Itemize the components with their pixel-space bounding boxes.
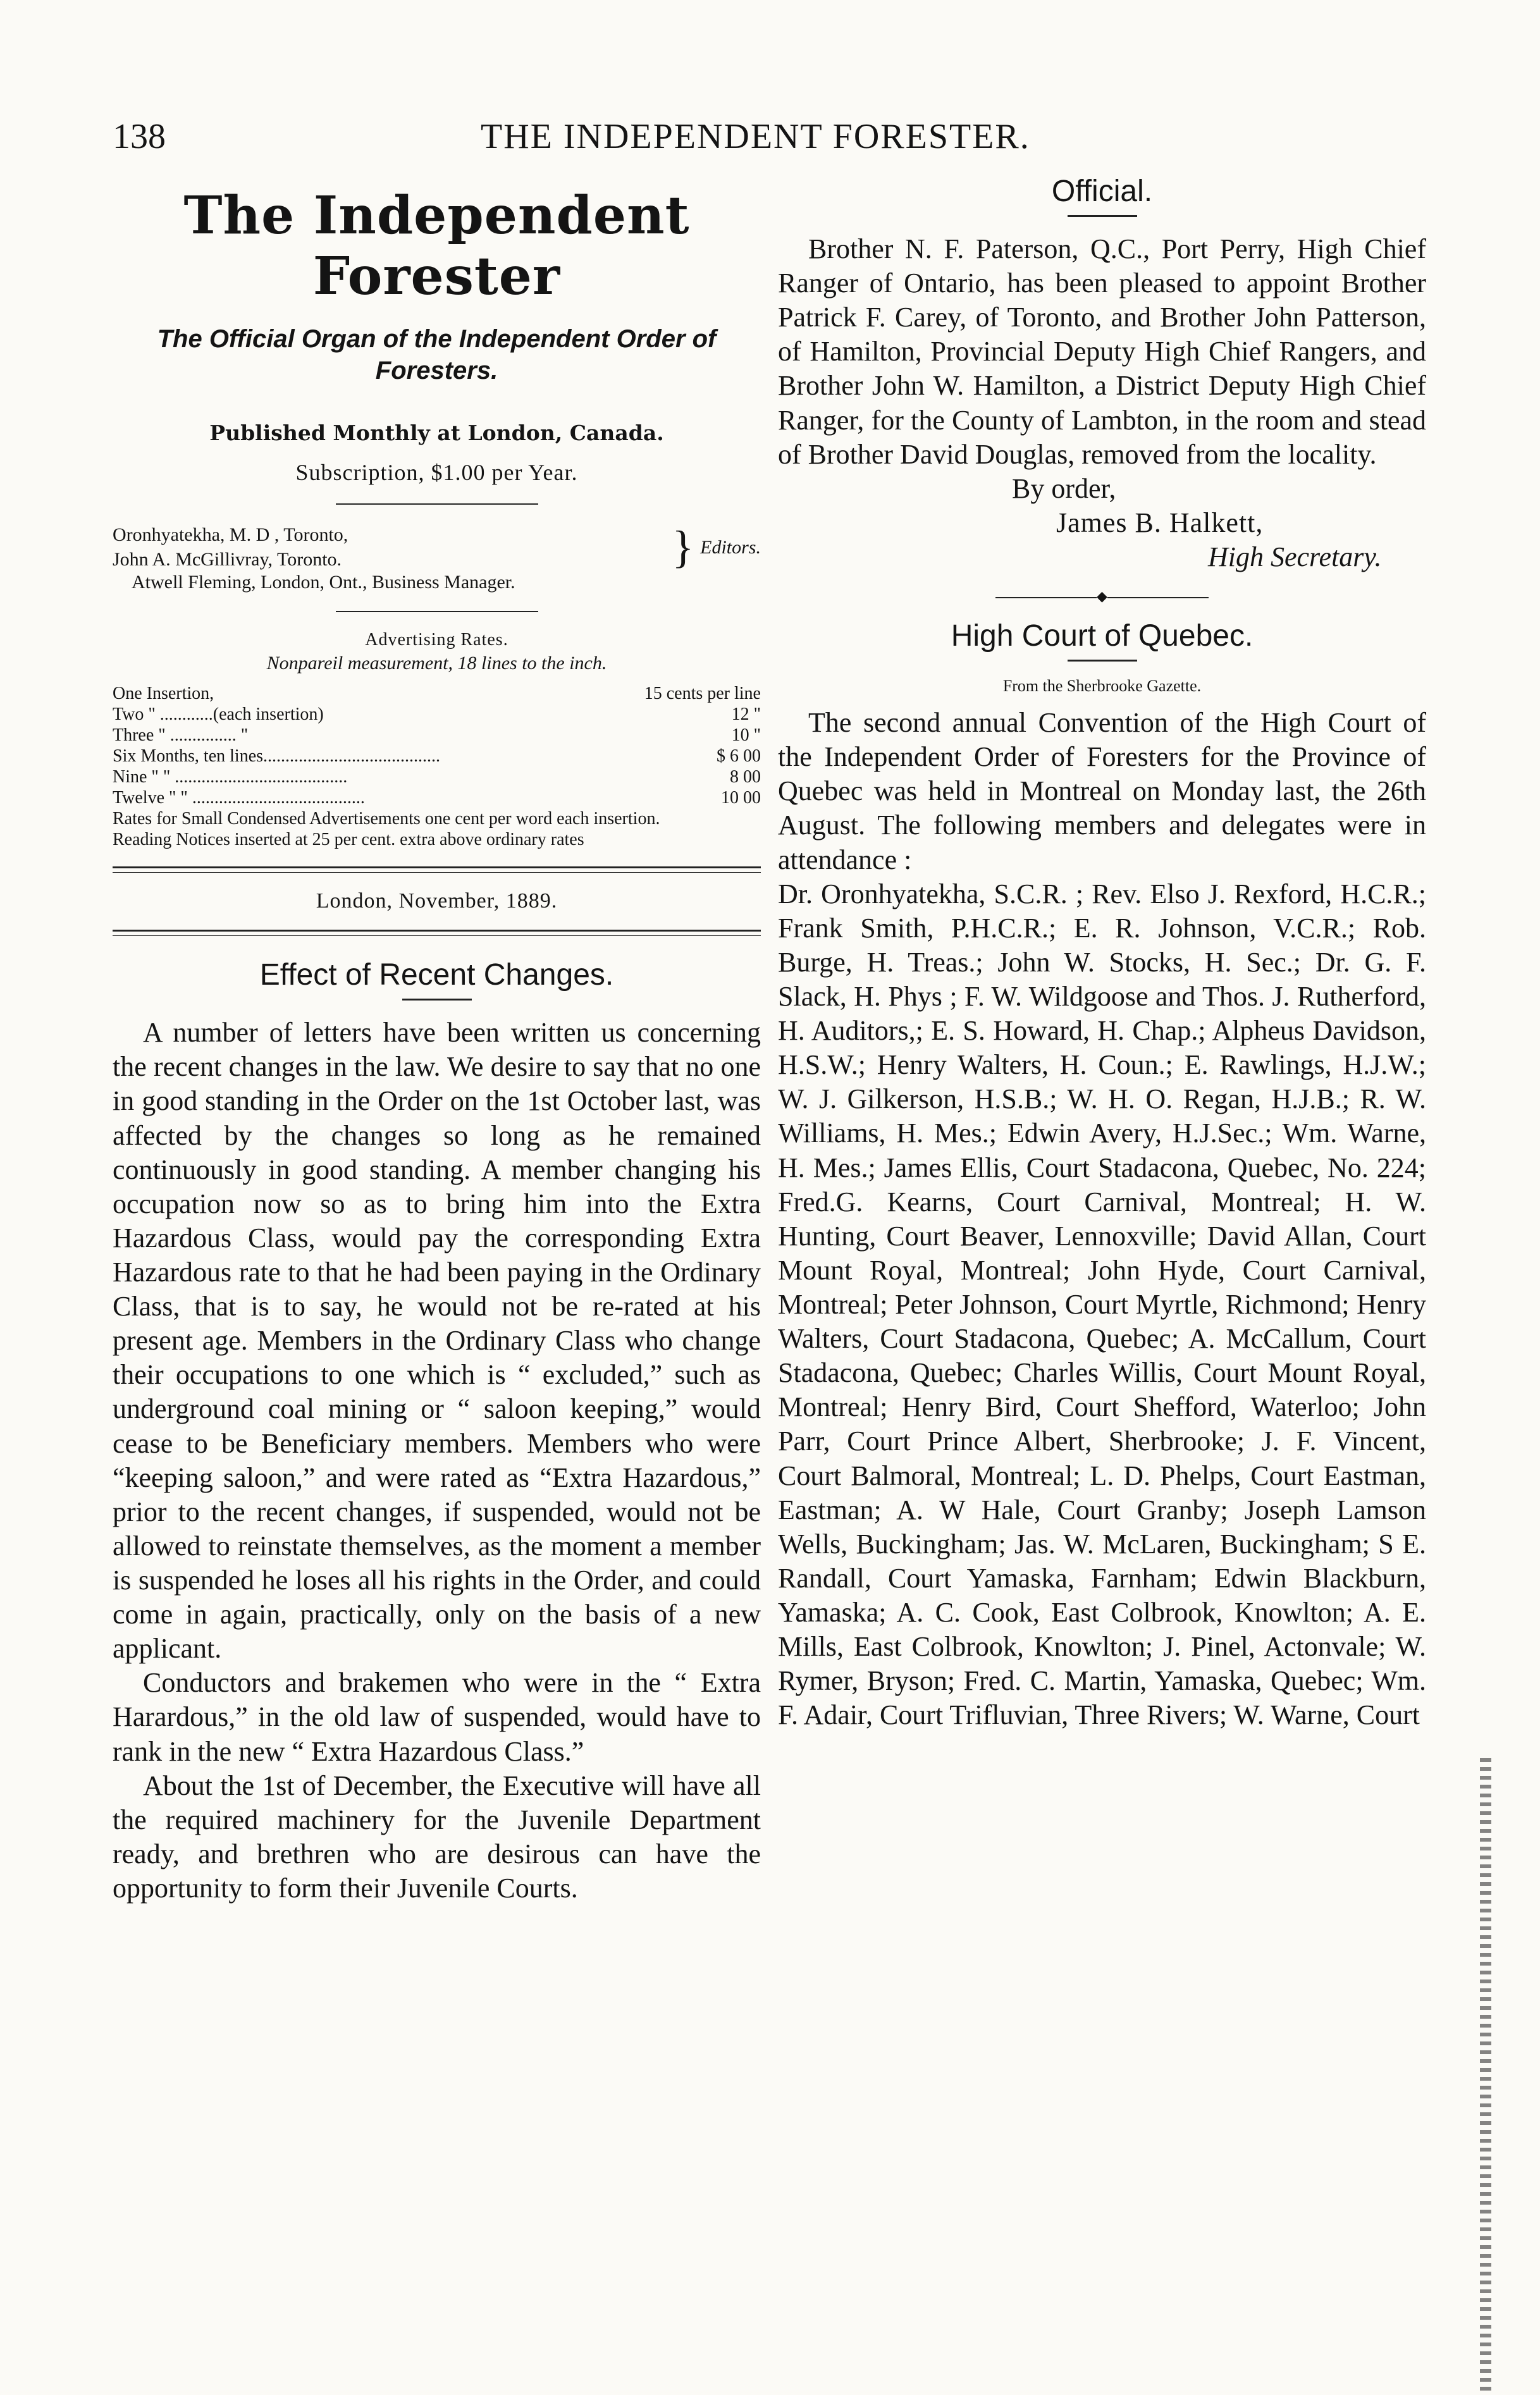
right-column bbox=[778, 174, 1426, 1732]
left-column bbox=[113, 174, 761, 1906]
by-order: By order, bbox=[1012, 472, 1116, 504]
paragraph: Brother N. F. Paterson, Q.C., Port Perry, High Chief Ranger of Ontario, has been pleased to appoint Brother Patrick F. Carey, of Toronto, and Brother John Patterson, of Hamilton, Provincial Deputy High Chief Rangers, and Brother John W. Hamilton, a District Deputy High Chief Ranger, for the County of Lambton, in the room and stead of Brother David Douglas, removed from the locality. bbox=[778, 233, 1426, 470]
rate-price: $ 6 00 bbox=[717, 746, 761, 767]
divider bbox=[113, 866, 761, 873]
rate-label: Twelve " " ....................................... bbox=[113, 788, 365, 808]
subscription-line: Subscription, $1.00 per Year. bbox=[295, 460, 578, 485]
masthead-organ: The Official Organ of the Independent Order of Foresters. bbox=[157, 325, 717, 385]
rate-row bbox=[113, 787, 761, 808]
rates-note: Reading Notices inserted at 25 per cent. extra above ordinary rates bbox=[113, 830, 584, 850]
advertising-title: Advertising Rates. bbox=[365, 630, 508, 650]
official-article bbox=[778, 232, 1426, 472]
signer-name: James B. Halkett, bbox=[1056, 507, 1264, 538]
paragraph: The second annual Convention of the High Court of the Independent Order of Foresters for the Province of Quebec was held in Montreal on Monday last, the 26th August. The following members and delegates were in attendance : bbox=[778, 707, 1426, 875]
paragraph: A number of letters have been written us concerning the recent changes in the law. We desire to say that no one in good standing in the Order on the 1st October last, was affected by the changes so long as he remained continuously in good standing. A member changing his occupation now so as to bring him into the Extra Hazardous Class, would pay the corresponding Extra Hazardous rate to that he had been paying in the Ordinary Class, that is to say, he would not be re-rated at his present age. Members in the Ordinary Class who change their occupations to one which is “ excluded,” such as underground coal mining or “ saloon keeping,” would cease to be Beneficiary members. Members who were “keeping saloon,” and were rated as “Extra Hazardous,” prior to the recent changes, if suspended, would not be allowed to reinstate themselves, as the moment a member is suspended he loses all his rights in the Order, and could come in again, practically, only on the basis of a new applicant. bbox=[113, 1017, 761, 1665]
editor-line: John A. McGillivray, Toronto. bbox=[113, 549, 342, 570]
rate-price: 12 " bbox=[731, 705, 761, 725]
rate-label: Nine " " ....................................... bbox=[113, 767, 348, 787]
rate-price: 15 cents per line bbox=[644, 684, 761, 703]
rate-label: Three " ............... " bbox=[113, 725, 249, 746]
rate-row bbox=[113, 767, 761, 787]
rate-label: Two " ............(each insertion) bbox=[113, 705, 324, 725]
editors-tag: Editors. bbox=[700, 536, 761, 558]
divider bbox=[336, 611, 538, 612]
official-heading: Official. bbox=[1051, 175, 1153, 208]
dateline: London, November, 1889. bbox=[316, 889, 558, 913]
paragraph: About the 1st of December, the Executive will have all the required machinery for the Juvenile Department ready, and brethren who are desirous can have the opportunity to form their Juvenile Courts. bbox=[113, 1770, 761, 1904]
paragraph: Conductors and brakemen who were in the “ Extra Harardous,” in the old law of suspended, would have to rank in the new “ Extra Hazardous Class.” bbox=[113, 1667, 761, 1767]
brace-icon: } bbox=[672, 522, 694, 572]
advertising-subtitle: Nonpareil measurement, 18 lines to the inch. bbox=[266, 653, 607, 674]
divider bbox=[1068, 215, 1137, 217]
rate-row bbox=[113, 704, 761, 725]
quebec-article bbox=[778, 706, 1426, 1732]
divider bbox=[336, 503, 538, 505]
rates-note: Rates for Small Condensed Advertisements one cent per word each insertion. bbox=[113, 809, 660, 829]
ornament-divider: ◆ bbox=[778, 588, 1426, 605]
rate-price: 8 00 bbox=[730, 767, 761, 787]
divider bbox=[1068, 660, 1137, 662]
rate-price: 10 " bbox=[731, 725, 761, 746]
business-manager: Atwell Fleming, London, Ont., Business Manager. bbox=[132, 572, 515, 593]
source-line: From the Sherbrooke Gazette. bbox=[1002, 677, 1202, 696]
editor-line: Oronhyatekha, M. D , Toronto, bbox=[113, 524, 348, 545]
page-number: 138 bbox=[113, 117, 166, 156]
rate-row bbox=[113, 746, 761, 767]
quebec-heading: High Court of Quebec. bbox=[951, 619, 1254, 653]
rate-row bbox=[113, 683, 761, 704]
divider bbox=[402, 999, 472, 1000]
rate-label: Six Months, ten lines........................................ bbox=[113, 746, 441, 767]
divider bbox=[113, 930, 761, 936]
published-line: Published Monthly at London, Canada. bbox=[209, 421, 664, 445]
rate-label: One Insertion, bbox=[113, 684, 214, 703]
rates-table bbox=[113, 683, 761, 808]
signer-title: High Secretary. bbox=[1208, 541, 1382, 572]
scan-edge-mark bbox=[1480, 1758, 1491, 2391]
rate-price: 10 00 bbox=[721, 788, 761, 808]
running-title: THE INDEPENDENT FORESTER. bbox=[481, 117, 1030, 156]
effect-article bbox=[113, 1016, 761, 1906]
effect-heading: Effect of Recent Changes. bbox=[259, 958, 614, 992]
masthead-title: The Independent Forester bbox=[183, 185, 690, 307]
attendees-list: Dr. Oronhyatekha, S.C.R. ; Rev. Elso J. Rexford, H.C.R.; Frank Smith, P.H.C.R.; E. R. Johnson, V.C.R.; Rob. Burge, H. Treas.; John W. Stocks, H. Sec.; Dr. G. F. Slack, H. Phys ; F. W. Wildgoose and Thos. J. Rutherford, H. Auditors,; E. S. Howard, H. Chap.; Alpheus Davidson, H.S.W.; Henry Walters, H. Coun.; E. Rawlings, H.J.W.; W. J. Gilkerson, H.S.B.; W. H. O. Regan, H.J.B.; R. W. Williams, H. Mes.; Edwin Avery, H.J.Sec.; Wm. Warne, H. Mes.; James Ellis, Court Stadacona, Quebec, No. 224; Fred.G. Kearns, Court Carnival, Montreal; H. W. Hunting, Court Beaver, Lennoxville; David Allan, Court Mount Royal, Montreal; John Hyde, Court Carnival, Montreal; Peter Johnson, Court Myrtle, Richmond; Henry Walters, Court Stadacona, Quebec; A. McCallum, Court Stadacona, Quebec; Charles Willis, Court Mount Royal, Montreal; Henry Bird, Court Shefford, Waterloo; John Parr, Court Prince Albert, Sherbrooke; J. F. Vincent, Court Balmoral, Montreal; L. D. Phelps, Court Eastman, Eastman; A. W Hale, Court Granby; Joseph Lamson Wells, Buckingham; Jas. W. McLaren, Buckingham; S E. Randall, Court Yamaska, Farnham; Edwin Blackburn, Yamaska; A. C. Cook, East Colbrook, Knowlton; A. E. Mills, East Colbrook, Knowlton; J. Pinel, Actonvale; W. Rymer, Bryson; Fred. C. Martin, Yamaska, Quebec; Wm. F. Adair, Court Trifluvian, Three Rivers; W. Warne, Court bbox=[778, 878, 1426, 1731]
signature-block bbox=[778, 472, 1426, 574]
editors-block bbox=[113, 522, 761, 572]
rate-row bbox=[113, 725, 761, 746]
